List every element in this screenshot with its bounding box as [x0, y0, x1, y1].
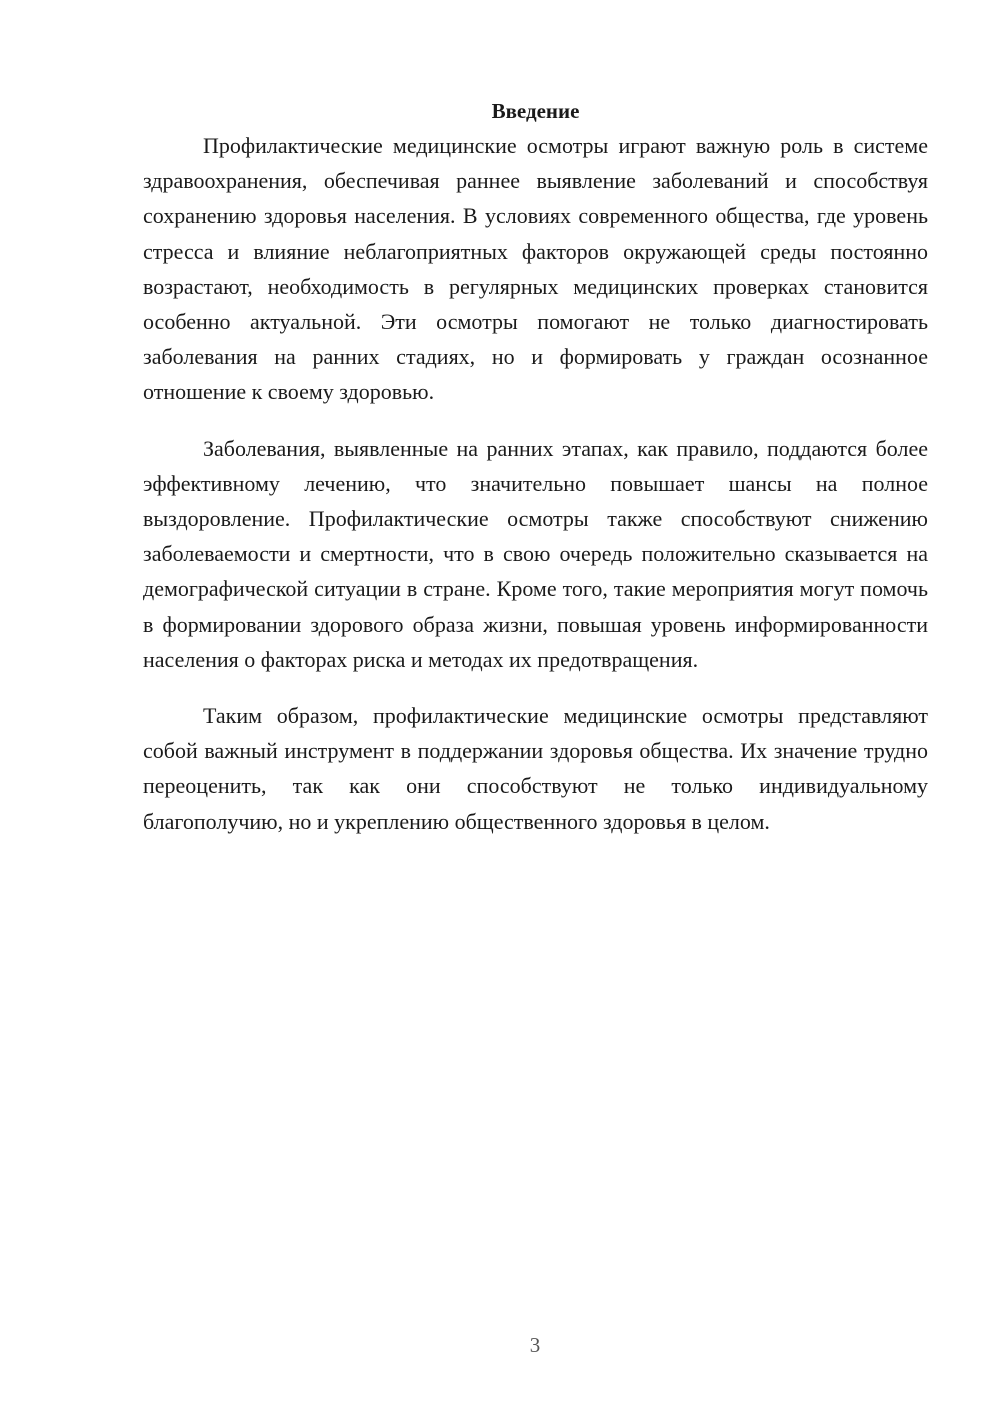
page-title: Введение: [491, 99, 580, 123]
page-content: [143, 94, 928, 839]
paragraph-1: Профилактические медицинские осмотры играют важную роль в системе здравоохранения, обеспечивая раннее выявление заболеваний и способствуя сохранению здоровья населения. В условиях современного общества, где уровень стресса и влияние неблагоприятных факторов окружающей среды постоянно возрастают, необходимость в регулярных медицинских проверках становится особенно актуальной. Эти осмотры помогают не только диагностировать заболевания на ранних стадиях, но и формировать у граждан осознанное отношение к своему здоровью.: [143, 133, 928, 405]
paragraph-2: Заболевания, выявленные на ранних этапах, как правило, поддаются более эффективному лечению, что значительно повышает шансы на полное выздоровление. Профилактические осмотры также способствуют снижению заболеваемости и смертности, что в свою очередь положительно сказывается на демографической ситуации в стране. Кроме того, такие мероприятия могут помочь в формировании здорового образа жизни, повышая уровень информированности населения о факторах риска и методах их предотвращения.: [143, 435, 928, 672]
paragraph-3: Таким образом, профилактические медицинские осмотры представляют собой важный инструмент в поддержании здоровья общества. Их значение трудно переоценить, так как они способствуют не только индивидуальному благополучию, но и укреплению общественного здоровья в целом.: [143, 703, 928, 834]
page-number: 3: [529, 1333, 541, 1357]
